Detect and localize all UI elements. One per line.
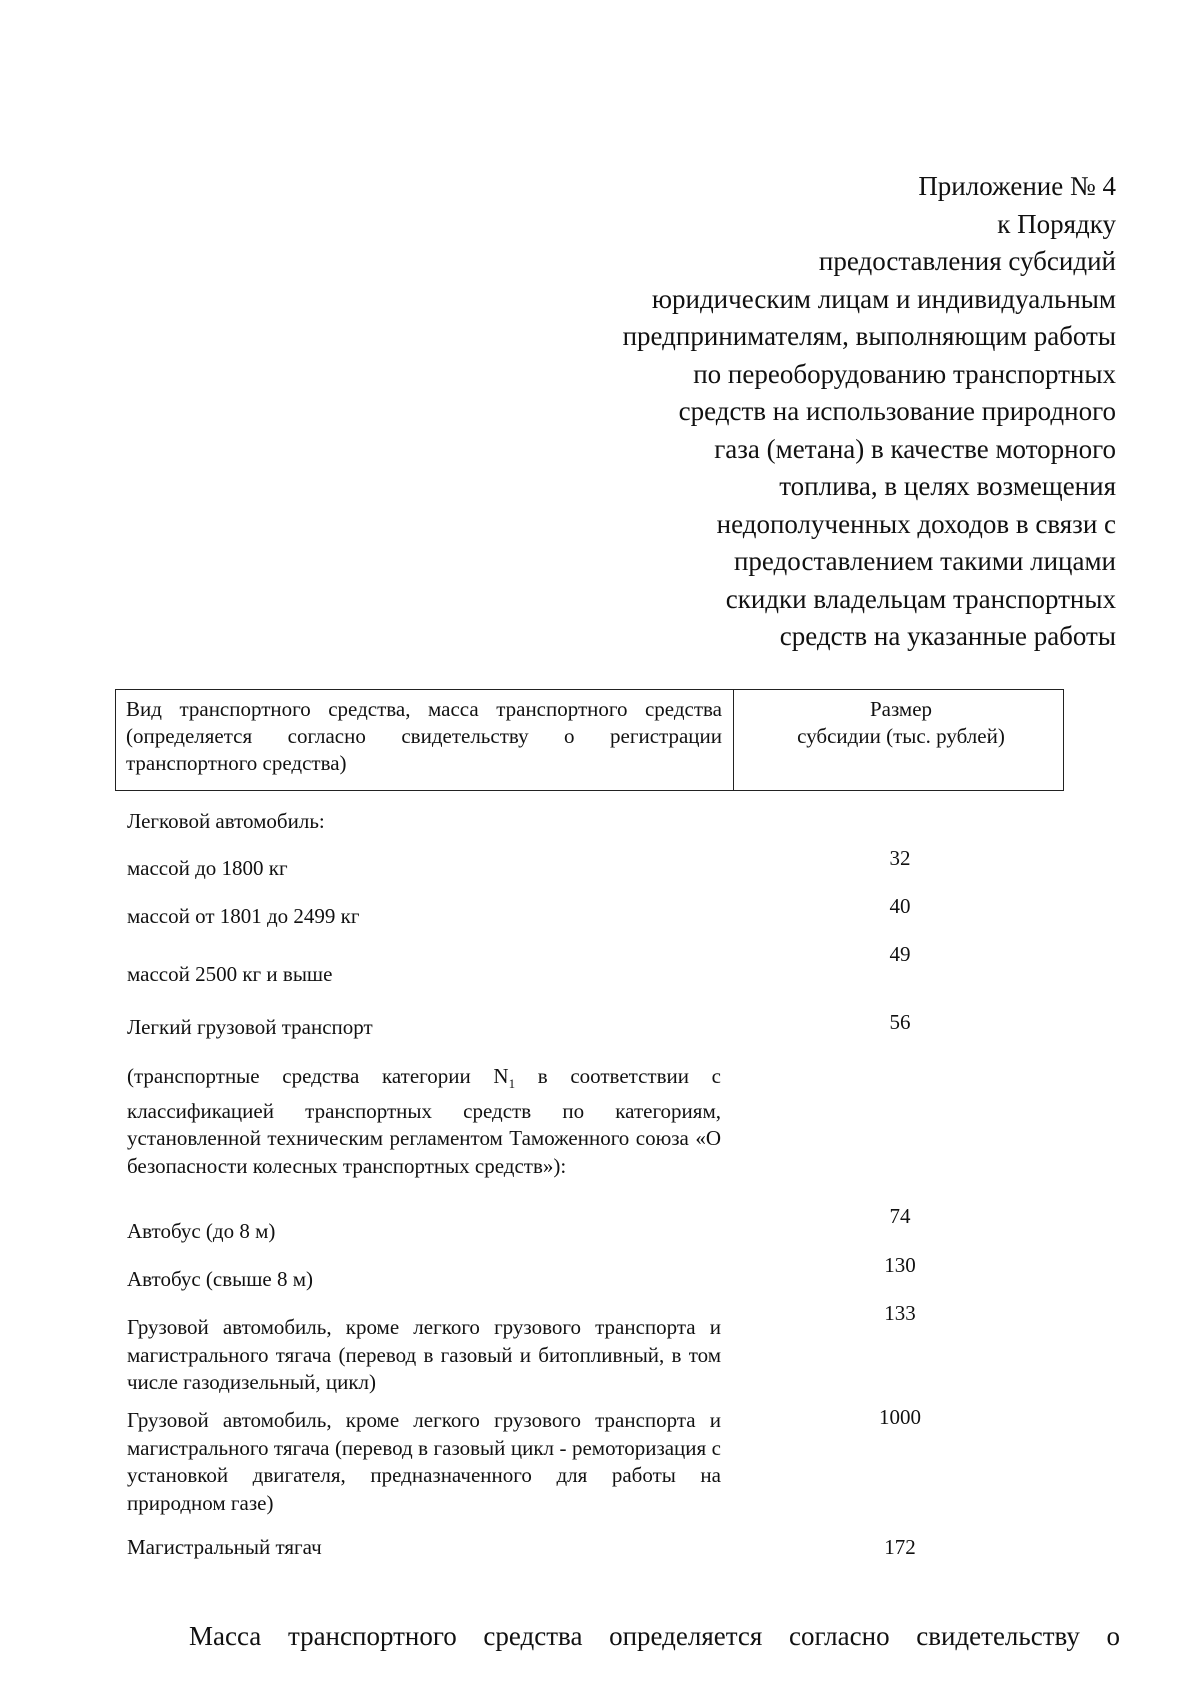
row-label-bus-over-8m: Автобус (свыше 8 м) xyxy=(127,1267,314,1291)
column-header-subsidy-line1: Размер xyxy=(869,697,933,721)
row-value-bus-upto-8m: 74 xyxy=(889,1204,911,1228)
row-value-light-truck: 56 xyxy=(889,1010,911,1034)
header-line: юридическим лицам и индивидуальным xyxy=(651,283,1116,314)
header-line: предоставлением такими лицами xyxy=(733,546,1116,576)
category-note-rest: в соответствии с классификацией транспортных средств по категориям, установленной техническим регламентом Таможенного союза «О безопасности колесных транспортных средств»): xyxy=(127,1064,721,1178)
column-header-subsidy xyxy=(746,696,1056,750)
category-subscript: 1 xyxy=(508,1076,516,1092)
header-line: предоставления субсидий xyxy=(818,246,1116,276)
row-label-category-note xyxy=(127,1063,721,1180)
category-note-text: (транспортные средства категории N xyxy=(127,1064,509,1088)
header-line: недополученных доходов в связи с xyxy=(716,508,1116,539)
row-label-mass-2500-plus: массой 2500 кг и выше xyxy=(127,962,333,986)
row-label-truck-bifuel: Грузовой автомобиль, кроме легкого грузового транспорта и магистрального тягача (перевод в газовый и битопливный, в том числе газодизельный, цикл) xyxy=(127,1315,721,1394)
column-divider xyxy=(733,690,734,790)
row-value-truck-bifuel: 133 xyxy=(884,1301,916,1325)
header-line: по переоборудованию транспортных xyxy=(693,358,1116,389)
appendix-title: Приложение № 4 xyxy=(918,171,1116,201)
row-label-road-tractor: Магистральный тягач xyxy=(127,1535,322,1559)
row-value-bus-over-8m: 130 xyxy=(884,1253,916,1277)
row-label-light-truck: Легкий грузовой транспорт xyxy=(127,1015,373,1039)
row-label-bus-upto-8m: Автобус (до 8 м) xyxy=(127,1219,276,1243)
header-line: предпринимателям, выполняющим работы xyxy=(622,321,1116,351)
row-value-road-tractor: 172 xyxy=(884,1535,916,1559)
column-header-vehicle-type: Вид транспортного средства, масса транспортного средства (определяется согласно свидетельству о регистрации транспортного средства) xyxy=(126,697,722,775)
header-line: газа (метана) в качестве моторного xyxy=(714,433,1116,464)
header-line: топлива, в целях возмещения xyxy=(779,471,1116,501)
appendix-header xyxy=(496,168,1116,656)
row-label-truck-remotorization: Грузовой автомобиль, кроме легкого грузового транспорта и магистрального тягача (перевод в газовый цикл - ремоторизация с установкой двигателя, предназначенного для работы на природном газе) xyxy=(127,1408,721,1515)
row-value-mass-upto-1800: 32 xyxy=(889,846,911,870)
header-line: средств на указанные работы xyxy=(779,621,1116,651)
row-value-mass-2500-plus: 49 xyxy=(889,942,911,966)
row-value-mass-1801-2499: 40 xyxy=(889,894,911,918)
header-line: к Порядку xyxy=(997,208,1116,239)
header-line: средств на использование природного xyxy=(678,396,1116,426)
row-label-passenger-car: Легковой автомобиль: xyxy=(127,809,325,833)
column-header-subsidy-line2: субсидии (тыс. рублей) xyxy=(797,724,1005,748)
header-line: скидки владельцам транспортных xyxy=(725,583,1116,614)
row-label-mass-1801-2499: массой от 1801 до 2499 кг xyxy=(127,904,360,928)
footer-paragraph: Масса транспортного средства определяется согласно свидетельству о xyxy=(189,1621,1120,1651)
row-label-mass-upto-1800: массой до 1800 кг xyxy=(127,856,288,880)
row-value-truck-remotorization: 1000 xyxy=(879,1405,921,1429)
table-header xyxy=(115,689,1064,791)
